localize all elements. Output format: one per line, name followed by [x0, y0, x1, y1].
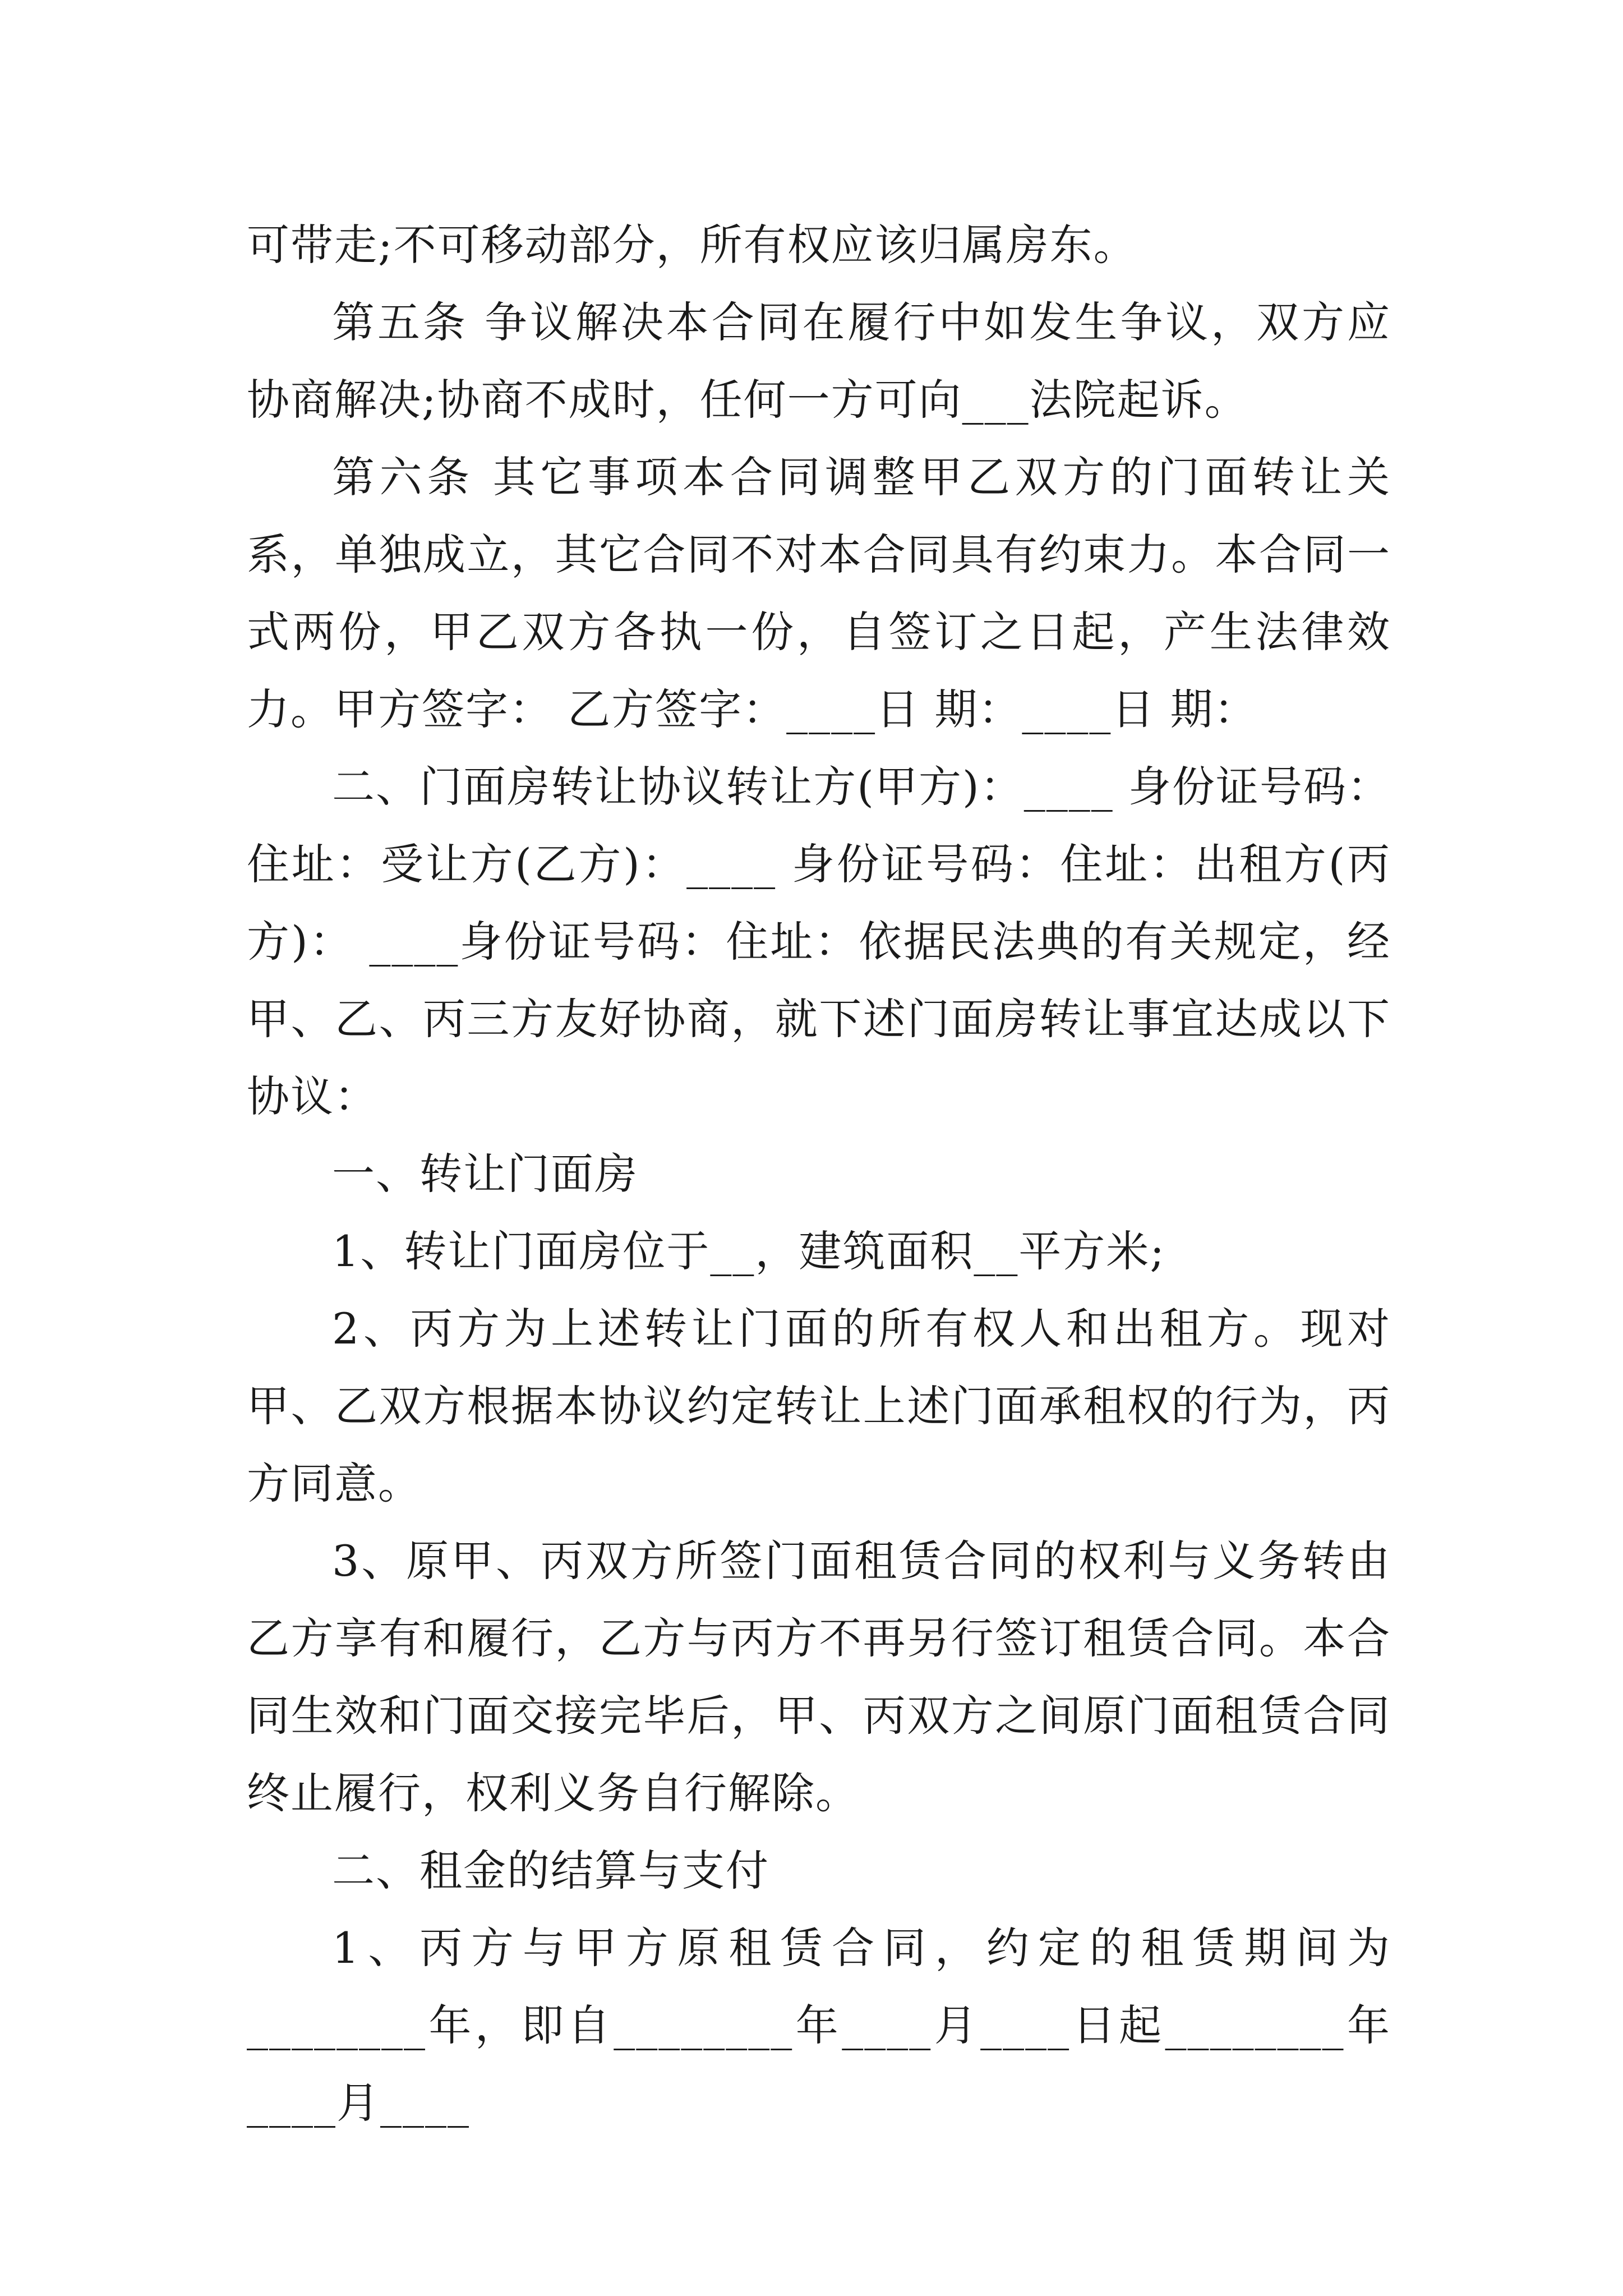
document-body — [247, 206, 1391, 2142]
paragraph-1: 可带走;不可移动部分，所有权应该归属房东。 — [247, 220, 1137, 270]
paragraph-parties: 二、门面房转让协议转让方(甲方)：____ 身份证号码：住址：受让方(乙方)：____ 身份证号码：住址：出租方(丙方)： ____身份证号码：住址：依据民法典的有关规定，经甲、乙、丙三方友好协商，就下述门面房转让事宜达成以下协议： — [247, 762, 1391, 1121]
clause-1-location: 1、转让门面房位于__，建筑面积__平方米; — [332, 1226, 1165, 1276]
paragraph-article-6: 第六条 其它事项本合同调整甲乙双方的门面转让关系，单独成立，其它合同不对本合同具有约束力。本合同一式两份，甲乙双方各执一份，自签订之日起，产生法律效力。甲方签字： 乙方签字：____日 期：____日 期： — [247, 452, 1391, 734]
paragraph-article-5: 第五条 争议解决本合同在履行中如发生争议，双方应协商解决;协商不成时，任何一方可向___法院起诉。 — [247, 297, 1391, 425]
clause-rent-period: 1、丙方与甲方原租赁合同，约定的租赁期间为________年，即自________年____月____日起________年____月____ — [247, 1923, 1391, 2128]
section-heading-rent: 二、租金的结算与支付 — [332, 1846, 769, 1895]
clause-3-rights: 3、原甲、丙双方所签门面租赁合同的权利与义务转由乙方享有和履行，乙方与丙方不再另行签订租赁合同。本合同生效和门面交接完毕后，甲、丙双方之间原门面租赁合同终止履行，权利义务自行解除。 — [247, 1536, 1391, 1818]
clause-2-consent: 2、丙方为上述转让门面的所有权人和出租方。现对甲、乙双方根据本协议约定转让上述门面承租权的行为，丙方同意。 — [247, 1304, 1391, 1508]
section-heading-transfer: 一、转让门面房 — [332, 1149, 638, 1199]
